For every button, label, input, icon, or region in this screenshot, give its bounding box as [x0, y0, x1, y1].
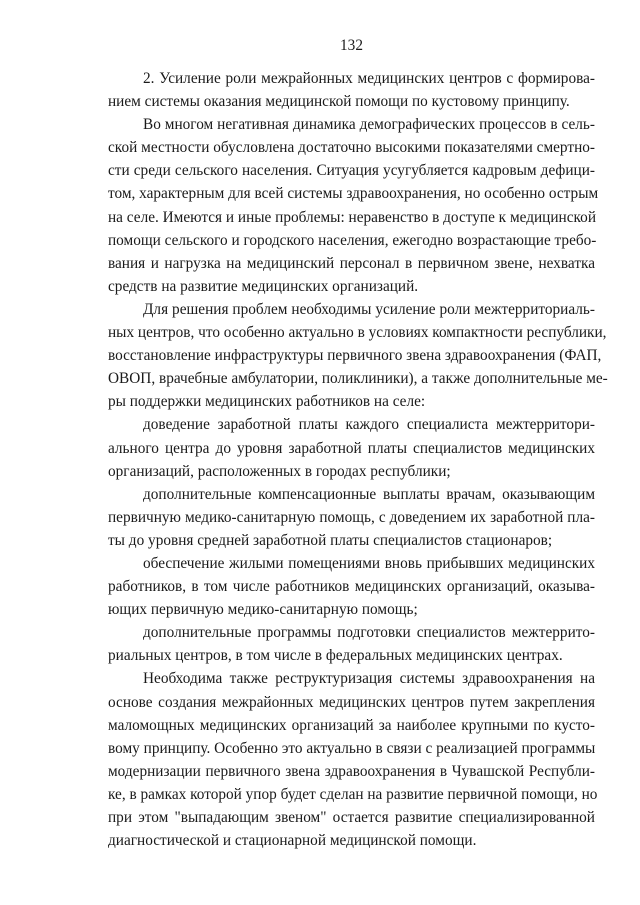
- text-line: риальных центров, в том числе в федеральных медицинских центрах.: [108, 647, 563, 665]
- text-line: на селе. Имеются и иные проблемы: неравенство в доступе к медицинской: [108, 208, 597, 226]
- text-line: Во многом негативная динамика демографических процессов в сель-: [143, 116, 595, 134]
- text-line: основе создания межрайонных медицинских центров путем закрепления: [108, 693, 595, 711]
- paragraph: [108, 113, 599, 298]
- text-line: работников, в том числе работников медицинских организаций, оказыва-: [108, 578, 595, 596]
- paragraph: [108, 483, 595, 552]
- paragraph: [108, 413, 595, 482]
- paragraph: [108, 552, 595, 621]
- paragraph: [108, 67, 595, 113]
- text-line: первичную медико-санитарную помощь, с доведением их заработной пла-: [108, 508, 595, 526]
- text-line: средств на развитие медицинских организаций.: [108, 277, 419, 295]
- text-line: модернизации первичного звена здравоохранения в Чувашской Республи-: [108, 762, 595, 780]
- text-line: организаций, расположенных в городах республики;: [108, 462, 451, 480]
- page-number: 132: [340, 37, 363, 54]
- text-line: маломощных медицинских организаций за наиболее крупными по кусто-: [108, 716, 595, 734]
- text-line: обеспечение жилыми помещениями вновь прибывших медицинских: [143, 554, 595, 572]
- paragraph: [108, 667, 598, 852]
- text-line: ры поддержки медицинских работников на селе:: [108, 393, 426, 411]
- text-line: дополнительные компенсационные выплаты врачам, оказывающим: [143, 485, 595, 503]
- text-line: сти среди сельского населения. Ситуация усугубляется кадровым дефици-: [108, 162, 595, 180]
- text-line: том, характерным для всей системы здравоохранения, но особенно острым: [108, 185, 599, 203]
- text-line: ального центра до уровня заработной платы специалистов медицинских: [108, 439, 595, 457]
- text-line: при этом "выпадающим звеном" остается развитие специализированной: [108, 809, 595, 826]
- text-line: вания и нагрузка на медицинский персонал в первичном звене, нехватка: [108, 254, 595, 272]
- text-line: ющих первичную медико-санитарную помощь;: [108, 601, 418, 619]
- text-line: нием системы оказания медицинской помощи по кустовому принципу.: [108, 93, 570, 111]
- text-line: 2. Усиление роли межрайонных медицинских центров с формирова-: [143, 70, 595, 87]
- text-line: ных центров, что особенно актуально в условиях компактности республики,: [108, 324, 607, 342]
- text-line: дополнительные программы подготовки специалистов межтеррито-: [143, 624, 595, 642]
- text-line: ской местности обусловлена достаточно высокими показателями смертно-: [108, 139, 595, 157]
- text-line: Для решения проблем необходимы усиление роли межтерриториаль-: [143, 300, 595, 318]
- paragraph: [108, 621, 595, 667]
- text-line: ОВОП, врачебные амбулатории, поликлиники), а также дополнительные ме-: [108, 370, 608, 388]
- text-line: вому принципу. Особенно это актуально в связи с реализацией программы: [108, 739, 596, 757]
- text-line: ке, в рамках которой упор будет сделан на развитие первичной помощи, но: [108, 785, 598, 803]
- text-line: помощи сельского и городского населения, ежегодно возрастающие требо-: [108, 231, 597, 249]
- text-line: Необходима также реструктуризация системы здравоохранения на: [143, 670, 595, 688]
- document-page: [108, 34, 608, 852]
- text-line: восстановление инфраструктуры первичного звена здравоохранения (ФАП,: [108, 347, 602, 365]
- text-line: доведение заработной платы каждого специалиста межтерритори-: [143, 416, 595, 434]
- text-line: диагностической и стационарной медицинской помощи.: [108, 832, 477, 850]
- paragraph: [108, 298, 608, 413]
- text-line: ты до уровня средней заработной платы специалистов стационаров;: [108, 531, 553, 549]
- body-text: [108, 67, 608, 852]
